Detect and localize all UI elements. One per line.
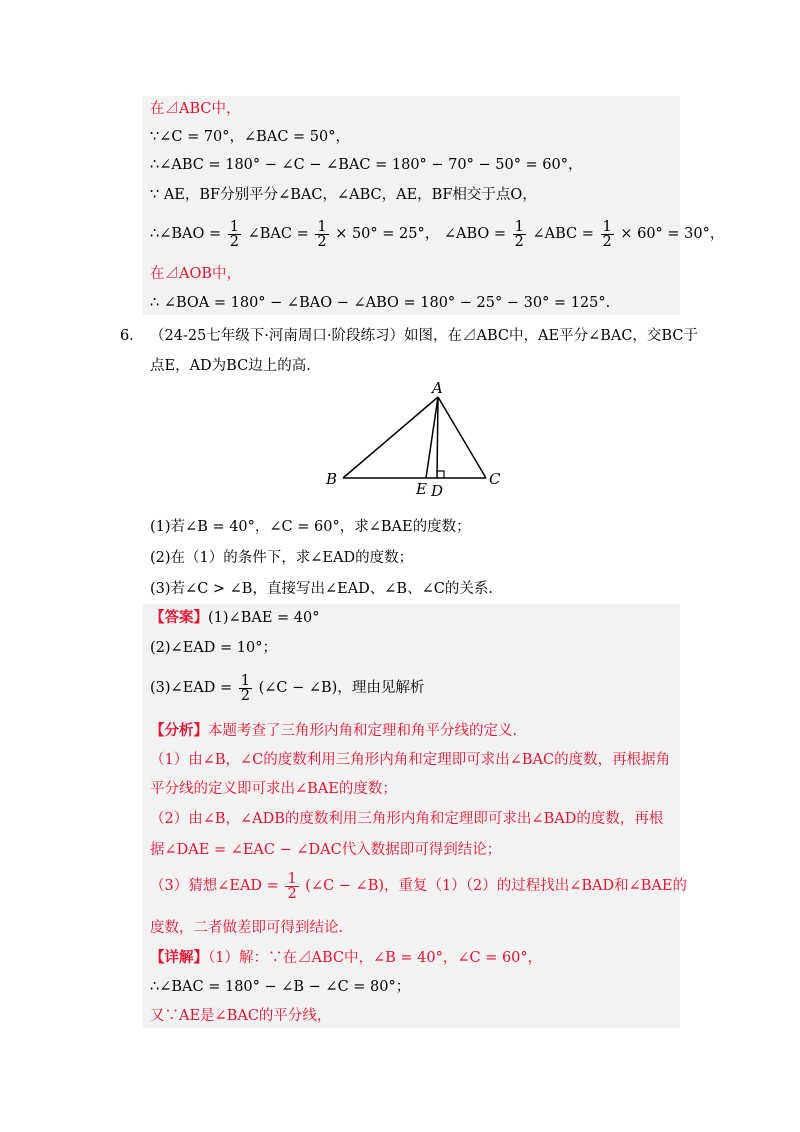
detail-step-1: （1）解：∵在⊿ABC中，∠B = 40°，∠C = 60°，: [208, 950, 543, 966]
analysis-line-5: [150, 866, 687, 906]
analysis-line-6: 度数，二者做差即可得到结论.: [150, 920, 344, 936]
answer-part-1: (1)∠BAE = 40°: [208, 610, 320, 626]
label-a: A: [432, 380, 443, 397]
fraction-half: [285, 872, 298, 901]
text-segment: ∠ABC =: [532, 226, 594, 242]
solution-line-6: 在⊿AOB中，: [150, 266, 242, 282]
segment-ae: [426, 397, 438, 478]
label-e: E: [416, 480, 427, 498]
analysis-line-0: [150, 717, 517, 745]
question-line-2: 点E，AD为BC边上的高.: [150, 358, 311, 374]
solution-line-4: ∵ AE，BF分别平分∠BAC，∠ABC，AE，BF相交于点O，: [150, 187, 537, 203]
text-segment: ∠BAC =: [247, 226, 309, 242]
question-part-1: (1)若∠B = 40°，∠C = 60°，求∠BAE的度数；: [150, 519, 471, 535]
detail-line-3: 又∵AE是∠BAC的平分线，: [150, 1008, 332, 1024]
answer-line-2: (2)∠EAD = 10°；: [150, 640, 277, 656]
fraction-numerator: 1: [229, 218, 239, 235]
answer-line-3: [150, 668, 424, 708]
segment-ad: [437, 397, 438, 478]
solution-line-2: ∵∠C = 70°，∠BAC = 50°，: [150, 129, 350, 145]
text-segment: (∠C − ∠B)，理由见解析: [258, 680, 425, 696]
label-d: D: [431, 482, 444, 500]
analysis-line-1: （1）由∠B，∠C的度数利用三角形内角和定理即可求出∠BAC的度数，再根据角: [150, 752, 671, 768]
right-angle-mark: [437, 471, 444, 478]
text-segment: (3)∠EAD =: [150, 680, 233, 696]
analysis-tag: 【分析】: [150, 722, 208, 739]
fraction-denominator: 2: [514, 233, 524, 250]
solution-line-1: 在⊿ABC中，: [150, 101, 241, 117]
label-c: C: [489, 470, 501, 488]
side-ac: [438, 397, 486, 478]
fraction-numerator: 1: [602, 218, 612, 235]
fraction-denominator: 2: [229, 233, 239, 250]
text-segment: ∴∠BAO =: [150, 226, 222, 242]
question-line-1: （24-25七年级下·河南周口·阶段练习）如图，在⊿ABC中，AE平分∠BAC，交BC于: [150, 328, 698, 344]
text-segment: (∠C − ∠B)，重复（1）（2）的过程找出∠BAD和∠BAE的: [305, 878, 687, 894]
question-part-3: (3)若∠C > ∠B，直接写出∠EAD、∠B、∠C的关系.: [150, 581, 493, 597]
analysis-intro: 本题考查了三角形内角和定理和角平分线的定义.: [208, 723, 518, 739]
fraction-half: [601, 220, 614, 249]
question-number: 6．: [120, 328, 144, 344]
answer-tag: 【答案】: [150, 609, 208, 626]
fraction-half: [513, 220, 526, 249]
text-segment: （3）猜想∠EAD =: [150, 878, 279, 894]
detail-line-2: ∴∠BAC = 180° − ∠B − ∠C = 80°；: [150, 979, 411, 995]
answer-line-1: [150, 604, 319, 632]
analysis-line-2: 平分线的定义即可求出∠BAE的度数；: [150, 781, 397, 797]
fraction-denominator: 2: [240, 687, 250, 704]
fraction-half: [239, 674, 252, 703]
fraction-half: [315, 220, 328, 249]
fraction-half: [228, 220, 241, 249]
fraction-numerator: 1: [514, 218, 524, 235]
detail-tag: 【详解】: [150, 949, 208, 966]
text-segment: × 50° = 25°， ∠ABO =: [335, 226, 507, 242]
solution-line-5: [150, 214, 724, 254]
analysis-line-3: （2）由∠B，∠ADB的度数利用三角形内角和定理即可求出∠BAD的度数，再根: [150, 811, 664, 827]
fraction-numerator: 1: [287, 870, 297, 887]
side-ab: [343, 397, 438, 478]
triangle-figure: [320, 380, 520, 500]
text-segment: × 60° = 30°，: [620, 226, 725, 242]
question-part-2: (2)在（1）的条件下，求∠EAD的度数；: [150, 550, 414, 566]
fraction-numerator: 1: [240, 672, 250, 689]
fraction-denominator: 2: [317, 233, 327, 250]
fraction-denominator: 2: [287, 885, 297, 902]
label-b: B: [326, 470, 338, 488]
detail-line-1: [150, 944, 542, 972]
solution-line-7: ∴ ∠BOA = 180° − ∠BAO − ∠ABO = 180° − 25° − 30° = 125°.: [150, 295, 611, 311]
solution-line-3: ∴∠ABC = 180° − ∠C − ∠BAC = 180° − 70° − 50° = 60°，: [150, 157, 583, 173]
fraction-numerator: 1: [317, 218, 327, 235]
fraction-denominator: 2: [602, 233, 612, 250]
analysis-line-4: 据∠DAE = ∠EAC − ∠DAC代入数据即可得到结论；: [150, 842, 502, 858]
